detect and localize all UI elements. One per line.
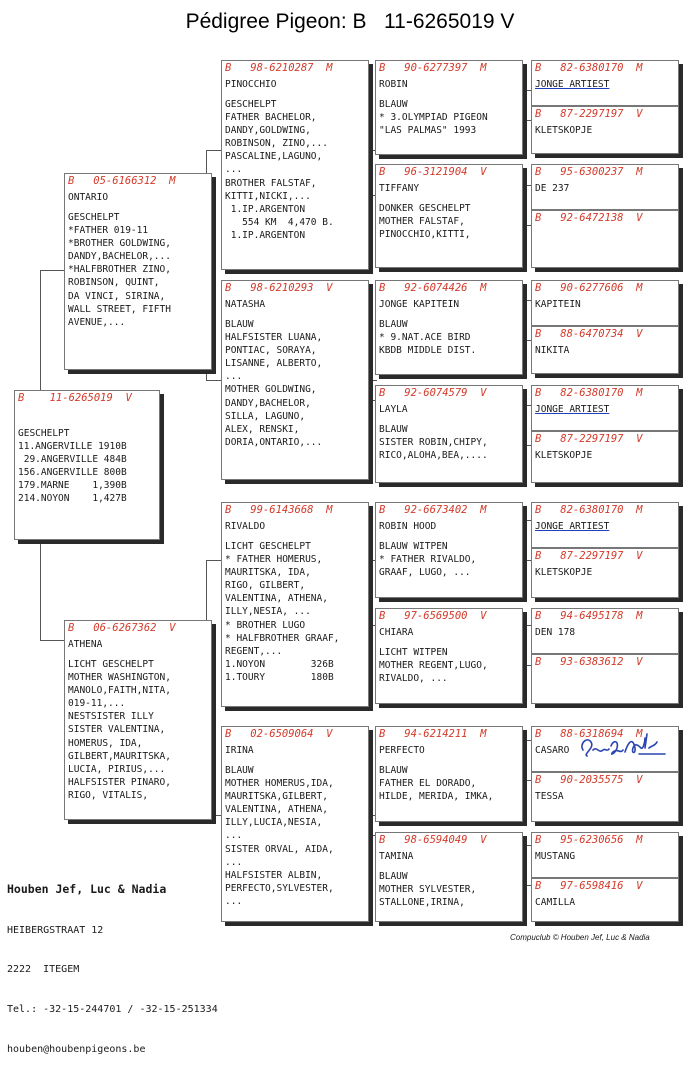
page-title: Pédigree Pigeon: B 11-6265019 V bbox=[185, 10, 515, 33]
ring-number: B 92-6074426 M bbox=[379, 282, 487, 294]
great-grandparent-card bbox=[375, 385, 523, 483]
grandparent-card bbox=[221, 502, 369, 707]
breeder-city: 2222 ITEGEM bbox=[7, 964, 80, 976]
pigeon-name: NATASHA bbox=[225, 299, 266, 310]
pigeon-name bbox=[532, 225, 678, 228]
pigeon-name: PINOCCHIO bbox=[225, 79, 277, 90]
father-card bbox=[64, 173, 212, 370]
pigeon-name: KAPITEIN bbox=[535, 299, 581, 310]
ring-number: B 92-6472138 V bbox=[535, 212, 643, 224]
ring-number: B 95-6300237 M bbox=[535, 166, 643, 178]
pigeon-name: LAYLA bbox=[379, 404, 408, 415]
ring-number: B 02-6509064 V bbox=[225, 728, 333, 740]
pigeon-description: BLAUW WITPEN * FATHER RIVALDO, GRAAF, LUGO, ... bbox=[379, 541, 477, 579]
connector bbox=[206, 380, 222, 381]
ancestor-card bbox=[531, 878, 679, 922]
pigeon-name: JONGE ARTIEST bbox=[535, 404, 610, 415]
ancestor-card bbox=[531, 210, 679, 268]
breeder-street: HEIBERGSTRAAT 12 bbox=[7, 924, 104, 936]
great-grandparent-card bbox=[375, 832, 523, 922]
connector bbox=[40, 270, 41, 390]
ancestor-card bbox=[531, 608, 679, 654]
ancestor-card bbox=[531, 654, 679, 704]
pigeon-name: KLETSKOPJE bbox=[535, 125, 593, 136]
ring-number: B 82-6380170 M bbox=[535, 387, 643, 399]
ring-number: B 96-3121904 V bbox=[379, 166, 487, 178]
pigeon-name: MUSTANG bbox=[535, 851, 576, 862]
grandparent-card bbox=[221, 726, 369, 922]
ring-number: B 90-6277397 M bbox=[379, 62, 487, 74]
pigeon-description: BLAUW MOTHER HOMERUS,IDA, MAURITSKA,GILBERT, VALENTINA, ATHENA, ILLY,LUCIA,NESIA, ... SISTER ORVAL, AIDA, ... HALFSISTER ALBIN, PERFECTO,SYLVESTER, ... bbox=[225, 765, 334, 907]
pigeon-name: CAMILLA bbox=[535, 897, 576, 908]
connector bbox=[206, 560, 222, 561]
ring-number: B 97-6569500 V bbox=[379, 610, 487, 622]
ancestor-card bbox=[531, 502, 679, 548]
signature-icon bbox=[577, 728, 669, 764]
pigeon-name: JONGE ARTIEST bbox=[535, 79, 610, 90]
pigeon-description: GESCHELPT *FATHER 019-11 *BROTHER GOLDWING, DANDY,BACHELOR,... *HALFBROTHER ZINO, ROBINSON, QUINT, DA VINCI, SIRINA, WALL STREET, FIFTH AVENUE,... bbox=[68, 212, 171, 328]
grandparent-card bbox=[221, 60, 369, 270]
great-grandparent-card bbox=[375, 608, 523, 704]
ring-number: B 87-2297197 V bbox=[535, 433, 643, 445]
ancestor-card bbox=[531, 385, 679, 431]
pigeon-description: BLAUW FATHER EL DORADO, HILDE, MERIDA, IMKA, bbox=[379, 765, 494, 803]
pigeon-description: LICHT GESCHELPT MOTHER WASHINGTON, MANOLO,FAITH,NITA, 019-11,... NESTSISTER ILLY SISTER VALENTINA, HOMERUS, IDA, GILBERT,MAURITSKA, LUCIA, PIRIUS,... HALFSISTER PINARO, RIGO, VITALIS, bbox=[68, 659, 171, 801]
ring-number: B 88-6318694 M bbox=[535, 728, 643, 740]
pigeon-name: DEN 178 bbox=[535, 627, 576, 638]
ring-number: B 93-6383612 V bbox=[535, 656, 643, 668]
pigeon-name: PERFECTO bbox=[379, 745, 425, 756]
connector bbox=[206, 150, 207, 175]
ancestor-card bbox=[531, 772, 679, 822]
ring-number: B 97-6598416 V bbox=[535, 880, 643, 892]
ancestor-card bbox=[531, 326, 679, 374]
ring-number: B 98-6210293 V bbox=[225, 282, 333, 294]
breeder-info bbox=[7, 855, 218, 1069]
pigeon-name: KLETSKOPJE bbox=[535, 567, 593, 578]
great-grandparent-card bbox=[375, 280, 523, 375]
ring-number: B 90-6277606 M bbox=[535, 282, 643, 294]
ring-number: B 87-2297197 V bbox=[535, 108, 643, 120]
ring-number: B 98-6594049 V bbox=[379, 834, 487, 846]
pigeon-description: BLAUW HALFSISTER LUANA, PONTIAC, SORAYA, LISANNE, ALBERTO, ... MOTHER GOLDWING, DANDY,BACHELOR, SILLA, LAGUNO, ALEX, RENSKI, DORIA,ONTARIO,... bbox=[225, 319, 323, 448]
pigeon-description: LICHT WITPEN MOTHER REGENT,LUGO, RIVALDO, ... bbox=[379, 647, 488, 685]
pigeon-name: TESSA bbox=[535, 791, 564, 802]
subject-card bbox=[14, 390, 160, 540]
pigeon-description: BLAUW * 3.OLYMPIAD PIGEON "LAS PALMAS" 1993 bbox=[379, 99, 488, 137]
pigeon-description: GESCHELPT FATHER BACHELOR, DANDY,GOLDWING, ROBINSON, ZINO,... PASCALINE,LAGUNO, ... BROTHER FALSTAF, KITTI,NICKI,... 1.IP.ARGENTON 554 KM 4,470 B. 1.IP.ARGENTON bbox=[225, 99, 334, 241]
connector bbox=[206, 150, 222, 151]
ring-number: B 95-6230656 M bbox=[535, 834, 643, 846]
ring-number: B 92-6673402 M bbox=[379, 504, 487, 516]
pigeon-name: KLETSKOPJE bbox=[535, 450, 593, 461]
pigeon-description: GESCHELPT 11.ANGERVILLE 1910B 29.ANGERVILLE 484B 156.ANGERVILLE 800B 179.MARNE 1,390B 214.NOYON 1,427B bbox=[18, 428, 127, 505]
pigeon-name: JONGE KAPITEIN bbox=[379, 299, 460, 310]
ancestor-card bbox=[531, 106, 679, 154]
great-grandparent-card bbox=[375, 502, 523, 598]
ring-number: B 82-6380170 M bbox=[535, 504, 643, 516]
ancestor-card bbox=[531, 832, 679, 878]
ring-number: B 88-6470734 V bbox=[535, 328, 643, 340]
ring-number: B 98-6210287 M bbox=[225, 62, 333, 74]
pigeon-name bbox=[532, 669, 678, 672]
pigeon-description: BLAUW SISTER ROBIN,CHIPY, RICO,ALOHA,BEA,.... bbox=[379, 424, 488, 462]
pigeon-name: NIKITA bbox=[535, 345, 570, 356]
ring-number: B 82-6380170 M bbox=[535, 62, 643, 74]
ring-number: B 99-6143668 M bbox=[225, 504, 333, 516]
pigeon-description: DONKER GESCHELPT MOTHER FALSTAF, PINOCCHIO,KITTI, bbox=[379, 203, 471, 241]
pigeon-name: TAMINA bbox=[379, 851, 414, 862]
breeder-email[interactable]: houben@houbenpigeons.be bbox=[7, 1043, 146, 1055]
ancestor-card bbox=[531, 431, 679, 483]
ring-number: B 94-6214211 M bbox=[379, 728, 487, 740]
copyright-footer: Compuclub © Houben Jef, Luc & Nadia bbox=[510, 933, 650, 942]
connector bbox=[370, 380, 377, 381]
ring-number: B 92-6074579 V bbox=[379, 387, 487, 399]
pigeon-name: IRINA bbox=[225, 745, 254, 756]
pigeon-name: ROBIN bbox=[379, 79, 408, 90]
grandparent-card bbox=[221, 280, 369, 480]
pigeon-name: DE 237 bbox=[535, 183, 570, 194]
great-grandparent-card bbox=[375, 726, 523, 822]
pigeon-name: JONGE ARTIEST bbox=[535, 521, 610, 532]
ancestor-card bbox=[531, 548, 679, 598]
ancestor-card bbox=[531, 60, 679, 106]
pigeon-description: BLAUW MOTHER SYLVESTER, STALLONE,IRINA, bbox=[379, 871, 477, 909]
ring-number: B 11-6265019 V bbox=[18, 392, 132, 404]
breeder-name: Houben Jef, Luc & Nadia bbox=[7, 882, 167, 897]
pigeon-name: TIFFANY bbox=[379, 183, 420, 194]
pigeon-name: CASARO bbox=[535, 745, 570, 756]
ring-number: B 94-6495178 M bbox=[535, 610, 643, 622]
ring-number: B 90-2035575 V bbox=[535, 774, 643, 786]
mother-card bbox=[64, 620, 212, 820]
ancestor-card bbox=[531, 280, 679, 326]
connector bbox=[206, 560, 207, 622]
pigeon-name: CHIARA bbox=[379, 627, 414, 638]
breeder-phone: Tel.: -32-15-244701 / -32-15-251334 bbox=[7, 1004, 218, 1016]
pigeon-description: BLAUW * 9.NAT.ACE BIRD KBDB MIDDLE DIST. bbox=[379, 319, 477, 357]
great-grandparent-card bbox=[375, 164, 523, 268]
ring-number: B 05-6166312 M bbox=[68, 175, 176, 187]
ring-number: B 06-6267362 V bbox=[68, 622, 176, 634]
pigeon-name: ROBIN HOOD bbox=[379, 521, 437, 532]
ancestor-card bbox=[531, 164, 679, 210]
pigeon-name: ATHENA bbox=[68, 639, 103, 650]
connector bbox=[40, 640, 66, 641]
pigeon-description: LICHT GESCHELPT * FATHER HOMERUS, MAURITSKA, IDA, RIGO, GILBERT, VALENTINA, ATHENA, ILLY,NESIA, ... * BROTHER LUGO * HALFBROTHER GRAAF, REGENT,... 1.NOYON 326B 1.TOURY 180B bbox=[225, 541, 340, 683]
great-grandparent-card bbox=[375, 60, 523, 155]
pigeon-name: RIVALDO bbox=[225, 521, 266, 532]
connector bbox=[40, 540, 41, 640]
connector bbox=[40, 270, 66, 271]
pigeon-name: ONTARIO bbox=[68, 192, 109, 203]
ring-number: B 87-2297197 V bbox=[535, 550, 643, 562]
